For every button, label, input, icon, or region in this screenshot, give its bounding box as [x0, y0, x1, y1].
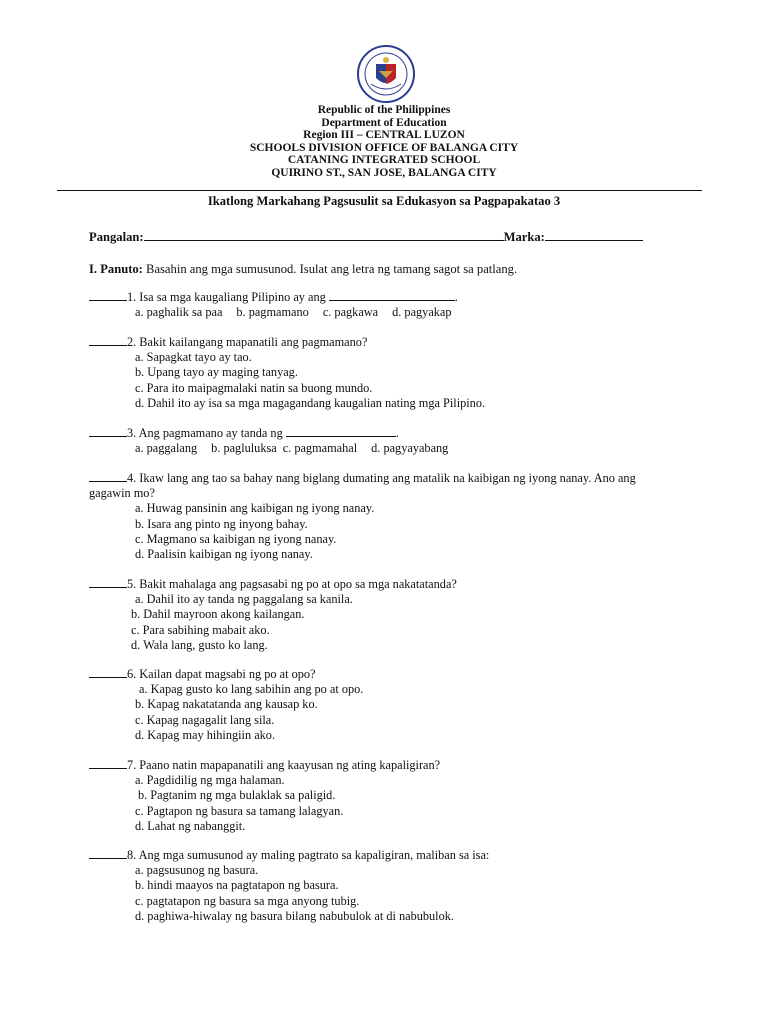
option-b: b. hindi maayos na pagtatapon ng basura.: [135, 878, 339, 893]
option-a: a. pagsusunog ng basura.: [135, 863, 259, 878]
score-blank[interactable]: [545, 230, 643, 241]
name-label: Pangalan:: [89, 230, 144, 244]
question-4: [89, 471, 669, 562]
option-d: d. pagyakap: [392, 305, 452, 320]
answer-blank[interactable]: [89, 471, 127, 482]
answer-blank[interactable]: [89, 290, 127, 301]
option-d: d. Dahil ito ay isa sa mga magagandang kaugalian nating mga Pilipino.: [135, 395, 486, 410]
option-d: d. Lahat ng nabanggit.: [135, 818, 246, 833]
option-c: c. Para sabihing mabait ako.: [131, 622, 270, 637]
instructions-label: I. Panuto:: [89, 262, 143, 276]
option-row: [89, 441, 689, 456]
question-tail: .: [454, 290, 458, 304]
header-line: Republic of the Philippines: [317, 104, 451, 116]
option-b: b. Kapag nakatatanda ang kausap ko.: [135, 697, 318, 712]
instructions-text: Basahin ang mga sumusunod. Isulat ang letra ng tamang sagot sa patlang.: [142, 262, 518, 276]
option-b: b. Pagtanim ng mga bulaklak sa paligid.: [138, 788, 336, 803]
option-d: d. Kapag may hihingiin ako.: [135, 727, 276, 742]
question-7: [89, 758, 689, 834]
header-line: Department of Education: [321, 116, 447, 129]
option-c: c. Pagtapon ng basura sa tamang lalagyan.: [135, 803, 344, 818]
option-c: c. Kapag nagagalit lang sila.: [135, 712, 275, 727]
header-line: QUIRINO ST., SAN JOSE, BALANGA CITY: [271, 166, 497, 179]
option-a: a. Dahil ito ay tanda ng paggalang sa kanila.: [135, 592, 353, 607]
option-a: a. Kapag gusto ko lang sabihin ang po at opo.: [139, 682, 364, 697]
option-a: a. Huwag pansinin ang kaibigan ng iyong nanay.: [135, 501, 375, 516]
question-stem: 8. Ang mga sumusunod ay maling pagtrato sa kapaligiran, maliban sa isa:: [127, 848, 490, 862]
option-b: b. Upang tayo ay maging tanyag.: [135, 365, 298, 380]
option-c: c. pagmamahal: [282, 441, 358, 456]
question-stem: 4. Ikaw lang ang tao sa bahay nang biglang dumating ang matalik na kaibigan ng iyong nanay. Ano ang gagawin mo?: [89, 471, 636, 501]
option-c: c. Magmano sa kaibigan ng iyong nanay.: [135, 531, 337, 546]
fill-blank[interactable]: [286, 426, 396, 437]
answer-blank[interactable]: [89, 426, 127, 437]
option-d: d. pagyayabang: [371, 441, 449, 456]
header-line: CATANING INTEGRATED SCHOOL: [287, 154, 481, 167]
option-b: b. Dahil mayroon akong kailangan.: [131, 607, 305, 622]
option-row: [89, 305, 689, 320]
option-a: a. Sapagkat tayo ay tao.: [135, 350, 252, 365]
question-5: [89, 577, 689, 653]
option-b: b. pagmamano: [236, 305, 309, 320]
answer-blank[interactable]: [89, 667, 127, 678]
option-c: c. pagkawa: [322, 305, 379, 320]
header-line: Region III – CENTRAL LUZON: [303, 129, 465, 142]
question-8: [89, 848, 689, 924]
deped-seal-logo: [356, 44, 416, 104]
school-header: [0, 104, 768, 180]
answer-blank[interactable]: [89, 848, 127, 859]
header-divider: [57, 190, 702, 191]
question-3: [89, 426, 689, 456]
option-c: c. pagtatapon ng basura sa mga anyong tubig.: [135, 893, 360, 908]
option-d: d. paghiwa-hiwalay ng basura bilang nabubulok at di nabubulok.: [135, 908, 454, 923]
score-label: Marka:: [503, 230, 545, 244]
option-d: d. Wala lang, gusto ko lang.: [131, 637, 268, 652]
question-2: [89, 335, 689, 411]
question-1: [89, 290, 689, 320]
fill-blank[interactable]: [329, 290, 455, 301]
name-score-line: [89, 230, 643, 245]
option-a: a. paggalang: [135, 441, 198, 456]
option-a: a. Pagdidilig ng mga halaman.: [135, 773, 285, 788]
option-b: b. Isara ang pinto ng inyong bahay.: [135, 516, 308, 531]
option-c: c. Para ito maipagmalaki natin sa buong mundo.: [135, 380, 373, 395]
question-stem: 2. Bakit kailangang mapanatili ang pagmamano?: [127, 335, 368, 349]
exam-title: Ikatlong Markahang Pagsusulit sa Edukasyon sa Pagpapakatao 3: [207, 194, 561, 208]
answer-blank[interactable]: [89, 335, 127, 346]
question-stem: 5. Bakit mahalaga ang pagsasabi ng po at opo sa mga nakatatanda?: [127, 577, 457, 591]
instructions: [89, 262, 517, 277]
answer-blank[interactable]: [89, 577, 127, 588]
header-line: SCHOOLS DIVISION OFFICE OF BALANGA CITY: [249, 141, 519, 154]
name-blank[interactable]: [144, 230, 504, 241]
question-stem: 1. Isa sa mga kaugaliang Pilipino ay ang: [127, 290, 326, 304]
question-6: [89, 667, 689, 743]
question-stem: 6. Kailan dapat magsabi ng po at opo?: [127, 667, 316, 681]
question-tail: .: [395, 426, 399, 440]
answer-blank[interactable]: [89, 758, 127, 769]
question-stem: 3. Ang pagmamano ay tanda ng: [127, 426, 283, 440]
option-b: b. pagluluksa: [211, 441, 277, 456]
option-d: d. Paalisin kaibigan ng iyong nanay.: [135, 547, 313, 562]
question-stem: 7. Paano natin mapapanatili ang kaayusan ng ating kapaligiran?: [127, 758, 441, 772]
option-a: a. paghalik sa paa: [135, 305, 223, 320]
